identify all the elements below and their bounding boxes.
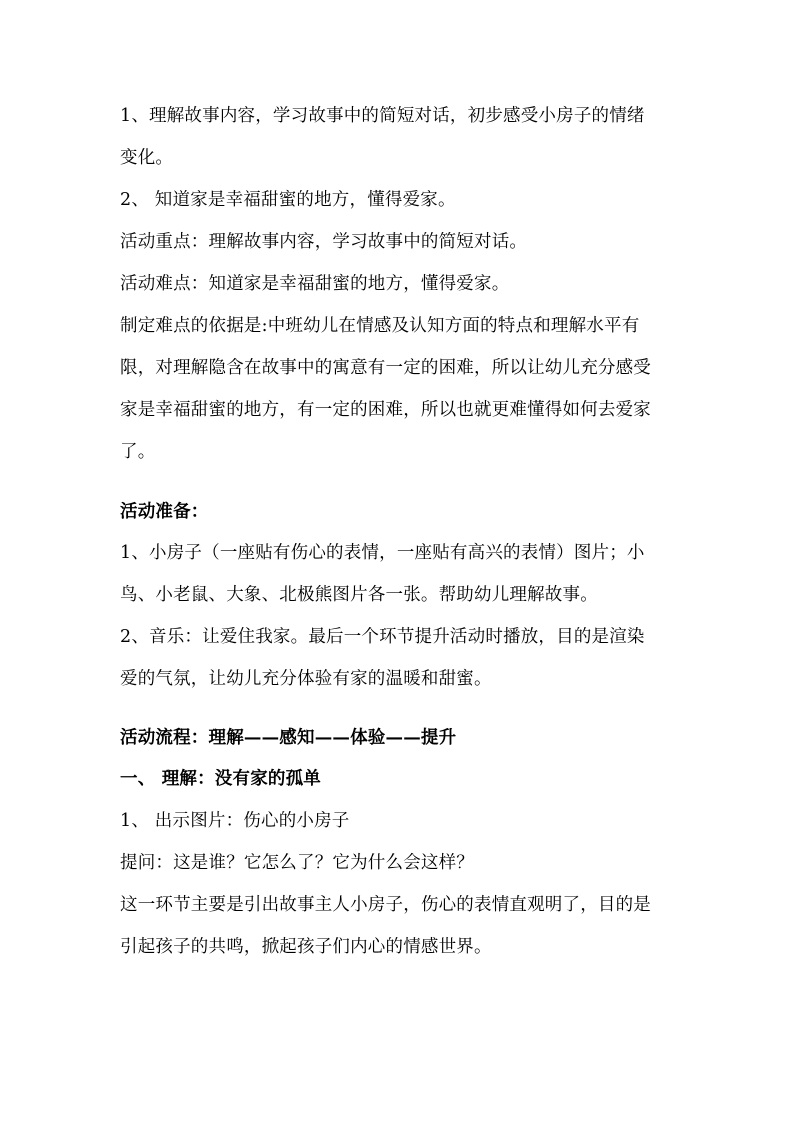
difficulty-basis-line-3: 家是幸福甜蜜的地方，有一定的困难，所以也就更难懂得如何去爱家	[120, 400, 651, 420]
activity-key-point: 活动重点：理解故事内容，学习故事中的简短对话。	[120, 232, 528, 252]
difficulty-basis-line-4: 了。	[120, 442, 156, 462]
difficulty-basis-line-2: 限，对理解隐含在故事中的寓意有一定的困难，所以让幼儿充分感受	[120, 358, 651, 378]
process-heading: 活动流程：理解——感知——体验——提升	[120, 728, 457, 748]
activity-difficulty: 活动难点：知道家是幸福甜蜜的地方，懂得爱家。	[120, 274, 510, 294]
step-1-explanation-line-2: 引起孩子的共鸣，掀起孩子们内心的情感世界。	[120, 937, 492, 957]
preparation-2-line-1: 2、音乐：让爱住我家。最后一个环节提升活动时播放，目的是渲染	[120, 627, 645, 647]
step-1-explanation-line-1: 这一环节主要是引出故事主人小房子，伤心的表情直观明了，目的是	[120, 895, 651, 915]
objective-1-line-1: 1、理解故事内容，学习故事中的简短对话，初步感受小房子的情绪	[120, 106, 645, 126]
step-1-title: 1、 出示图片：伤心的小房子	[120, 811, 350, 831]
objective-2: 2、 知道家是幸福甜蜜的地方，懂得爱家。	[120, 190, 456, 210]
preparation-1-line-1: 1、小房子（一座贴有伤心的表情，一座贴有高兴的表情）图片；小	[120, 543, 645, 563]
preparation-heading: 活动准备：	[120, 502, 209, 522]
difficulty-basis-line-1: 制定难点的依据是:中班幼儿在情感及认知方面的特点和理解水平有	[120, 316, 640, 336]
section-1-heading: 一、 理解：没有家的孤单	[120, 769, 321, 789]
objective-1-line-2: 变化。	[120, 148, 174, 168]
preparation-2-line-2: 爱的气氛，让幼儿充分体验有家的温暖和甜蜜。	[120, 669, 492, 689]
preparation-1-line-2: 鸟、小老鼠、大象、北极熊图片各一张。帮助幼儿理解故事。	[120, 585, 598, 605]
step-1-questions: 提问：这是谁？它怎么了？它为什么会这样？	[120, 853, 474, 873]
